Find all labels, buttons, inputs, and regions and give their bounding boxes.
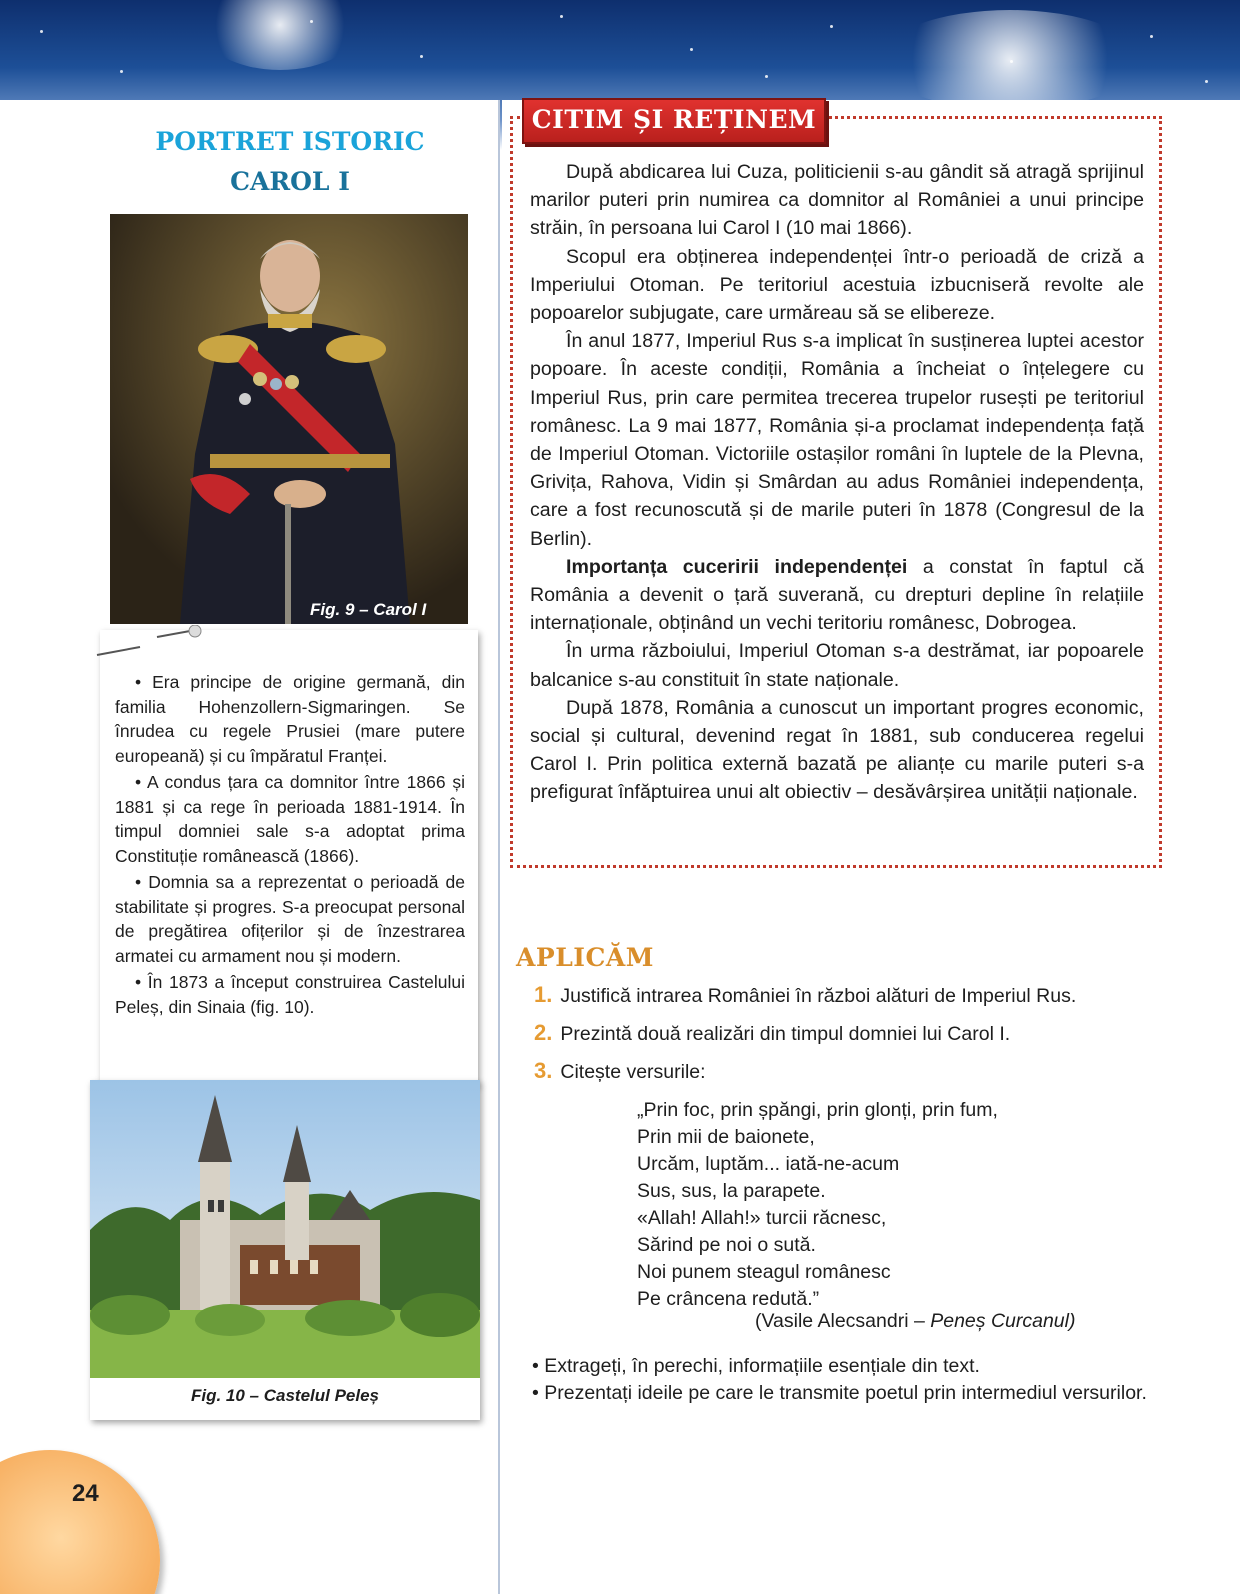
poem-line: „Prin foc, prin șpăngi, prin glonți, prin fum, xyxy=(637,1099,998,1121)
carol-portrait-image xyxy=(110,214,468,624)
poem-line: «Allah! Allah!» turcii răcnesc, xyxy=(637,1207,887,1229)
biography-bullet: • A condus țara ca domnitor între 1866 și 1881 și ca rege în perioada 1881-1914. În timpul domniei sale s-a adoptat prima Constituție românească (1866). xyxy=(115,772,465,866)
poem-source xyxy=(755,1310,1075,1333)
portrait-title-line1: PORTRET ISTORIC xyxy=(155,127,425,156)
star xyxy=(310,20,313,23)
poem-line: Noi punem steagul românesc xyxy=(637,1261,891,1283)
portrait-title xyxy=(110,122,470,202)
instruction-bullet: • Extrageți, în perechi, informațiile esențiale din text. xyxy=(532,1355,980,1377)
biography-bullet: • În 1873 a început construirea Castelului Peleș, din Sinaia (fig. 10). xyxy=(115,972,465,1017)
biography-bullets xyxy=(115,670,465,1021)
portrait-title-line2: CAROL I xyxy=(230,167,350,196)
poem-author: (Vasile Alecsandri – xyxy=(755,1310,931,1332)
poem-line: Sărind pe noi o sută. xyxy=(637,1234,816,1256)
poem xyxy=(637,1097,998,1313)
task-item xyxy=(534,1058,706,1084)
star xyxy=(560,15,563,18)
citim-paragraph: În anul 1877, Imperiul Rus s-a implicat în susținerea luptei acestor popoare. În aceste condiții, România a încheiat o înțelegere cu Imperiul Rus, prin care permitea trecerea trupelor rusești pe teritoriul românesc. La 9 mai 1877, România și-a proclamat independența față de Imperiul Otoman. Victoriile ostașilor români în luptele de la Plevna, Grivița, Rahova, Vidin și Smârdan au adus României independența, care a fost recunoscută și de marile puteri în 1878 (Congresul de la Berlin). xyxy=(530,330,1144,550)
citim-paragraph: După 1878, România a cunoscut un important progres economic, social și cultural, devenind regat în 1881, sub conducerea regelui Carol I. Prin politica externă bazată pe alianțe cu marile puteri s-a prefigurat înfăptuirea unui alt obiectiv – desăvârșirea unității naționale. xyxy=(530,696,1144,804)
citim-section-title: CITIM ȘI REȚINEM xyxy=(531,105,817,134)
citim-section-label xyxy=(522,98,826,144)
citim-paragraph: După abdicarea lui Cuza, politicienii s-au gândit să atragă sprijinul marilor puteri prin numirea ca domnitor al României a unui principe străin, în persoana lui Carol I (10 mai 1866). xyxy=(530,161,1144,240)
task-text: Prezintă două realizări din timpul domniei lui Carol I. xyxy=(560,1023,1011,1045)
poem-line: Sus, sus, la parapete. xyxy=(637,1180,826,1202)
final-instructions xyxy=(516,1353,1156,1407)
instruction-bullet: • Prezentați ideile pe care le transmite poetul prin intermediul versurilor. xyxy=(532,1382,1147,1404)
task-text: Justifică intrarea României în război alături de Imperiul Rus. xyxy=(560,985,1077,1007)
bold-lead: Importanța cuceririi independenței xyxy=(566,555,908,578)
fig9-caption: Fig. 9 – Carol I xyxy=(310,600,427,619)
citim-paragraph-bold-lead xyxy=(530,553,1144,638)
carol-portrait-illustration xyxy=(110,214,468,624)
page-number: 24 xyxy=(72,1480,99,1507)
star xyxy=(120,70,123,73)
citim-text xyxy=(530,158,1144,807)
biography-card xyxy=(100,630,478,1085)
star xyxy=(420,55,423,58)
poem-line: Pe crâncena redută.” xyxy=(637,1288,820,1310)
task-number: 1. xyxy=(534,982,553,1007)
fig10-caption: Fig. 10 – Castelul Peleș xyxy=(190,1386,380,1405)
poem-line: Urcăm, luptăm... iată-ne-acum xyxy=(637,1153,900,1175)
citim-paragraph-rest: a constat în faptul că România a devenit o țară suverană, cu drepturi depline în relațiile internaționale, obținând un vechi teritoriu românesc, Dobrogea. xyxy=(530,555,1144,635)
aplicam-title: APLICĂM xyxy=(516,943,654,972)
task-number: 2. xyxy=(534,1020,553,1045)
castle-card xyxy=(90,1080,480,1420)
task-text: Citește versurile: xyxy=(560,1061,706,1083)
task-number: 3. xyxy=(534,1058,553,1083)
citim-paragraph: În urma războiului, Imperiul Otoman s-a destrămat, iar popoarele balcanice s-au constituit în state naționale. xyxy=(530,640,1144,691)
star xyxy=(765,75,768,78)
star xyxy=(40,30,43,33)
biography-bullet: • Era principe de origine germană, din familia Hohenzollern-Sigmaringen. Se înrudea cu regele Prusiei (mare putere europeană) și cu împăratul Franței. xyxy=(115,672,465,766)
star xyxy=(690,48,693,51)
star xyxy=(1205,80,1208,83)
peles-castle-image xyxy=(90,1080,480,1378)
poem-work-title: Peneș Curcanul) xyxy=(930,1310,1076,1332)
task-item xyxy=(534,1020,1010,1046)
star xyxy=(1010,60,1013,63)
pin-icon xyxy=(95,625,215,665)
biography-bullet: • Domnia sa a reprezentat o perioadă de stabilitate și progres. S-a preocupat personal de pregătirea ofițerilor și de înzestrarea armatei cu armament nou și modern. xyxy=(115,872,465,966)
star xyxy=(830,25,833,28)
citim-paragraph: Scopul era obținerea independenței într-o perioadă de criză a Imperiului Otoman. Pe teritoriul acestuia izbucniseră revolte ale popoarelor subjugate, care urmăreau să se elibereze. xyxy=(530,245,1144,325)
peles-castle-illustration xyxy=(90,1080,480,1378)
task-item xyxy=(534,982,1076,1008)
star xyxy=(1150,35,1153,38)
poem-line: Prin mii de baionete, xyxy=(637,1126,815,1148)
nebula-glow xyxy=(200,0,360,70)
